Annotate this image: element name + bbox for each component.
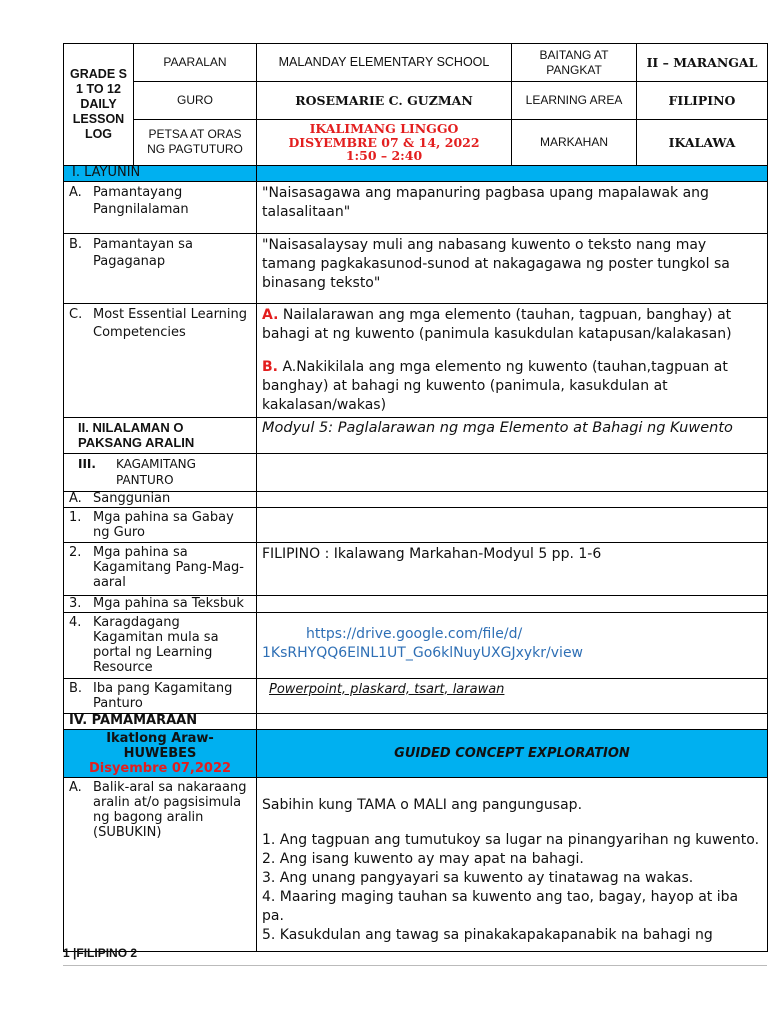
subukin-item: 1. Ang tagpuan ang tumutukoy sa lugar na pinangyarihan ng kuwento. — [262, 831, 760, 848]
karagdagang-kagamitan-cell — [64, 612, 257, 678]
melc-cell — [64, 303, 257, 417]
pamamaraan-heading-fill — [257, 713, 768, 729]
item-key: 1. — [69, 509, 82, 525]
kagamitang-mag-aaral-value: FILIPINO : Ikalawang Markahan-Modyul 5 pp. 1-6 — [257, 542, 768, 595]
pamantayan-pagaganap-value: "Naisasalaysay muli ang nabasang kuwento o teksto nang may tamang pagkakasunod-sunod at nakagagawa ng poster tungkol sa binasang teksto" — [257, 233, 768, 303]
subukin-item: 5. Kasukdulan ang tawag sa pinakakapakapanabik na bahagi ng — [262, 926, 713, 943]
quarter-value: IKALAWA — [637, 120, 768, 166]
subukin-item: 4. Maaring maging tauhan sa kuwento ang tao, bagay, hayop at iba pa. — [262, 888, 739, 924]
item-key: 2. — [69, 544, 82, 560]
item-key: A. — [69, 779, 82, 795]
subject-value: FILIPINO — [637, 82, 768, 120]
pamantayang-pangnilalaman-cell — [64, 181, 257, 233]
sanggunian-label: Sanggunian — [93, 491, 171, 506]
gabay-guro-value — [257, 507, 768, 542]
teksbuk-label: Mga pahina sa Teksbuk — [93, 595, 244, 611]
sanggunian-cell — [64, 491, 257, 507]
week-label: IKALIMANG LINGGO — [309, 121, 459, 136]
item-key: A. — [69, 184, 82, 200]
lesson-log-table — [63, 43, 768, 952]
learning-area-label: LEARNING AREA — [512, 82, 637, 120]
footer-separator: | — [73, 946, 77, 960]
melc-a-letter: A. — [262, 306, 279, 323]
item-key: A. — [69, 491, 82, 506]
item-key: B. — [69, 236, 83, 252]
gabay-guro-cell — [64, 507, 257, 542]
schedule — [257, 120, 512, 166]
melc-item-a — [262, 306, 762, 344]
teacher-name: ROSEMARIE C. GUZMAN — [257, 82, 512, 120]
item-key: B. — [69, 680, 83, 696]
school-name: MALANDAY ELEMENTARY SCHOOL — [257, 44, 512, 82]
weekday-label: HUWEBES — [123, 745, 197, 761]
item-key: 4. — [69, 614, 82, 630]
day-header — [64, 729, 257, 777]
phase-label: GUIDED CONCEPT EXPLORATION — [257, 729, 768, 777]
day-date: Disyembre 07,2022 — [88, 760, 232, 776]
balik-aral-cell — [64, 777, 257, 951]
nilalaman-label: II. NILALAMAN O PAKSANG ARALIN — [64, 417, 257, 453]
subukin-item: 3. Ang unang pangyayari sa kuwento ay tinatawag na wakas. — [262, 869, 694, 886]
iba-pang-kagamitan-value: Powerpoint, plaskard, tsart, larawan — [257, 678, 768, 713]
pamantayan-pagaganap-cell — [64, 233, 257, 303]
learning-resource-link[interactable] — [257, 612, 768, 678]
markahan-label: MARKAHAN — [512, 120, 637, 166]
item-key: 3. — [69, 595, 82, 611]
melc-b-letter: B. — [262, 358, 278, 375]
melc-item-b — [262, 358, 762, 415]
item-key: C. — [69, 306, 83, 322]
sanggunian-value — [257, 491, 768, 507]
layunin-heading: I. LAYUNIN — [64, 165, 257, 181]
teksbuk-value — [257, 595, 768, 612]
paaralan-label: PAARALAN — [134, 44, 257, 82]
melc-label: Most Essential Learning Competencies — [93, 306, 248, 340]
kagamitang-mag-aaral-label: Mga pahina sa Kagamitang Pang-Mag-aaral — [93, 544, 244, 590]
pamamaraan-heading: IV. PAMAMARAAN — [64, 713, 257, 729]
page-number: 1 — [63, 946, 70, 960]
day-label: Ikatlong Araw- — [106, 730, 214, 746]
petsa-label: PETSA AT ORAS NG PAGTUTURO — [134, 120, 257, 166]
page-footer — [63, 946, 137, 960]
link-line-1[interactable]: https://drive.google.com/file/d/ — [306, 625, 523, 642]
pamantayang-pangnilalaman-value: "Naisasagawa ang mapanuring pagbasa upang mapalawak ang talasalitaan" — [257, 181, 768, 233]
subukin-item: 2. Ang isang kuwento ay may apat na bahagi. — [262, 850, 584, 867]
melc-value — [257, 303, 768, 417]
nilalaman-value: Modyul 5: Paglalarawan ng mga Elemento at Bahagi ng Kuwento — [257, 417, 768, 453]
kagamitan-num: III. — [78, 456, 96, 471]
layunin-heading-fill — [257, 165, 768, 181]
subukin-content — [257, 777, 768, 951]
guro-label: GURO — [134, 82, 257, 120]
dates-label: DISYEMBRE 07 & 14, 2022 — [288, 134, 480, 150]
kagamitang-mag-aaral-cell — [64, 542, 257, 595]
gabay-guro-label: Mga pahina sa Gabay ng Guro — [93, 509, 234, 540]
balik-aral-label: Balik-aral sa nakaraang aralin at/o pagsisimula ng bagong aralin (SUBUKIN) — [93, 779, 247, 840]
grade-label: GRADE S 1 TO 12 DAILY LESSON LOG — [64, 44, 134, 166]
iba-pang-kagamitan-label: Iba pang Kagamitang Panturo — [93, 680, 233, 711]
footer-subject: FILIPINO 2 — [76, 946, 138, 960]
teksbuk-cell — [64, 595, 257, 612]
footer-divider — [63, 965, 767, 966]
time-label: 1:50 – 2:40 — [345, 148, 423, 163]
baitang-label: BAITANG AT PANGKAT — [512, 44, 637, 82]
pamantayang-pangnilalaman-label: Pamantayang Pangnilalaman — [93, 184, 189, 217]
kagamitan-cell — [64, 453, 257, 491]
melc-a-text: Nailalarawan ang mga elemento (tauhan, tagpuan, banghay) at bahagi at ng kuwento (panimula kasukdulan katapusan/kalakasan) — [262, 306, 732, 342]
iba-pang-kagamitan-cell — [64, 678, 257, 713]
karagdagang-kagamitan-label: Karagdagang Kagamitan mula sa portal ng Learning Resource — [93, 614, 219, 675]
link-line-2[interactable]: 1KsRHYQQ6ElNL1UT_Go6klNuyUXGJxykr/view — [262, 644, 584, 661]
pamantayan-pagaganap-label: Pamantayan sa Pagaganap — [93, 236, 193, 269]
melc-b-text: A.Nakikilala ang mga elemento ng kuwento (tauhan,tagpuan at banghay) at bahagi ng kuwento (panimula, kasukdulan at kakalasan/wakas) — [262, 358, 728, 413]
section-value: II – MARANGAL — [637, 44, 768, 82]
subukin-instruction: Sabihin kung TAMA o MALI ang pangungusap. — [262, 796, 583, 813]
kagamitan-value — [257, 453, 768, 491]
kagamitan-label: KAGAMITANG PANTURO — [116, 456, 196, 487]
